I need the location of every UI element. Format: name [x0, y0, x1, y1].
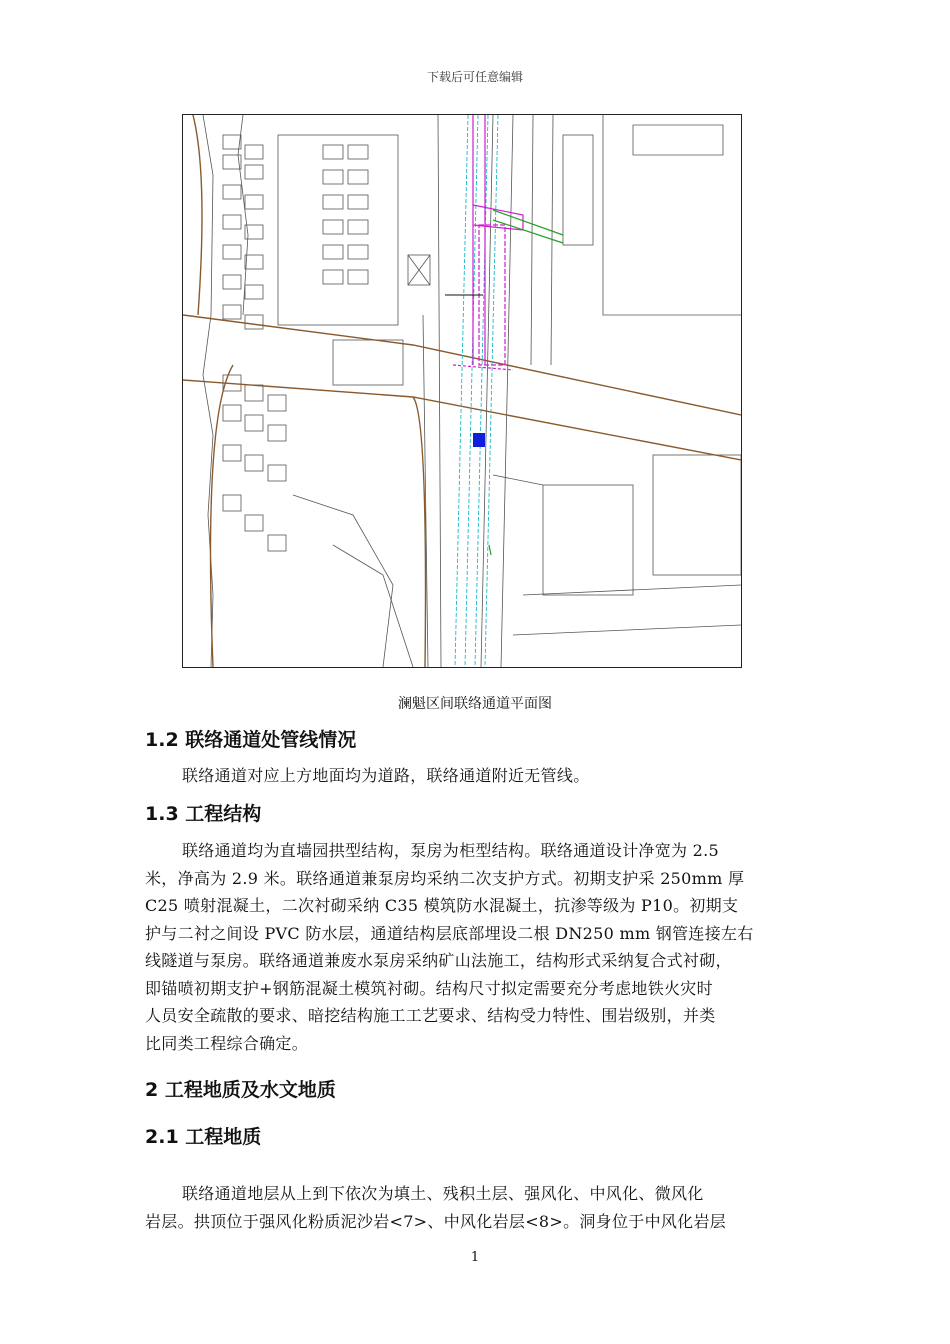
section-heading-2-1: 2.1 工程地质	[145, 1126, 262, 1148]
pump-house-marker	[473, 433, 485, 447]
building-outlines	[203, 115, 741, 667]
section-heading-1-2: 1.2 联络通道处管线情况	[145, 729, 357, 751]
section-heading-1-3: 1.3 工程结构	[145, 803, 262, 825]
section-body-1-2: 联络通道对应上方地面均为道路，联络通道附近无管线。	[182, 766, 590, 785]
page-number: 1	[470, 1250, 480, 1265]
page-header: 下载后可任意编辑	[426, 70, 523, 84]
section-body-2-1: 联络通道地层从上到下依次为填土、残积土层、强风化、中风化、微风化 岩层。拱顶位于强风化粉质泥沙岩<7>、中风化岩层<8>。洞身位于中风化岩层	[145, 1184, 727, 1231]
section-heading-2: 2 工程地质及水文地质	[145, 1079, 336, 1101]
section-body-1-3: 联络通道均为直墙园拱型结构，泵房为柜型结构。联络通道设计净宽为 2.5 米，净高为 2.9 米。联络通道兼泵房均采纳二次支护方式。初期支护采 250mm 厚 C25 喷射混凝土，二次衬砌采纳 C35 模筑防水混凝土，抗渗等级为 P10。初期支 护与二衬之间设 PVC 防水层，通道结构层底部埋设二根 DN250 mm 钢管连接左右 线隧道与泵房。联络通道兼废水泵房采纳矿山法施工，结构形式采纳复合式衬砌， 即锚喷初期支护+钢筋混凝土模筑衬砌。结构尺寸拟定需要充分考虑地铁火灾时 人员安全疏散的要求、暗挖结构施工工艺要求、结构受力特性、围岩级别，并类 比同类工程综合确定。	[145, 841, 754, 1053]
site-plan-svg	[183, 115, 741, 667]
site-plan-drawing	[182, 114, 742, 668]
road-boundary-lines	[183, 115, 741, 667]
figure-caption: 澜魁区间联络通道平面图	[398, 696, 552, 712]
